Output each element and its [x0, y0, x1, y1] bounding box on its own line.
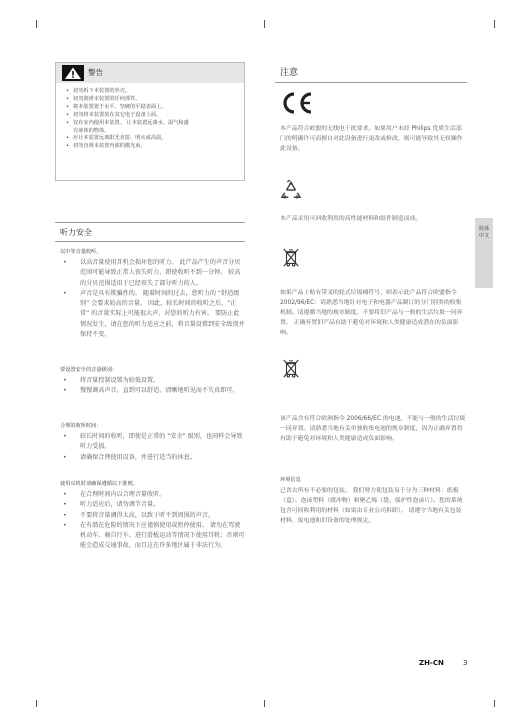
- warning-triangle-icon: [62, 65, 84, 81]
- ce-mark-icon: [279, 92, 313, 114]
- headphone-guide-list: [63, 490, 245, 552]
- list-item: • 切勿润滑本装置的任何部件。: [66, 96, 242, 104]
- list-item: • 在合理时间内以合理音量收听。: [63, 490, 245, 500]
- crossed-bin-icon: [282, 247, 300, 269]
- section-rule: [275, 82, 467, 83]
- intro-heading: 以中等音量收听。: [60, 249, 102, 255]
- footer-language-code: ZH-CN: [419, 659, 444, 667]
- hearing-title: 听力安全: [60, 228, 92, 237]
- listening-time-list: [63, 432, 245, 463]
- warning-box: [55, 62, 245, 181]
- warning-header: [56, 63, 244, 83]
- weee-paragraph: 如果产品上贴有带叉的轮式垃圾桶符号，则表示此产品符合欧盟指令 2002/96/EC：请熟悉当地针对电子和电器产品制订的分门别类的收集机制。请遵循当地的规章制度，不要将旧产品与一般的生活垃圾一同弃置。 正确弃置旧产品有助于避免对环境和人类健康造成潜在的负面影响。: [280, 290, 463, 337]
- recycle-paragraph: 本产品采用可回收利用的高性能材料和组件制造而成。: [280, 216, 422, 222]
- warning-title: 警告: [88, 68, 103, 77]
- list-item: • 切勿将本装置放在其它电子设备上面。: [66, 112, 242, 120]
- recycle-icon: [280, 180, 302, 200]
- list-item: • 应让本装置远离阳光直射、明火或高温。: [66, 135, 242, 143]
- list-item: • 将音量控制设置为较低设置。: [63, 376, 245, 386]
- warning-list: [66, 88, 242, 151]
- list-item: • 切勿直视本装置内部的激光束。: [66, 143, 242, 151]
- list-item: • 请确保合理使用设备，并进行适当的休息。: [63, 453, 245, 463]
- crop-mark: [264, 20, 265, 28]
- crop-mark: [36, 20, 37, 28]
- battery-paragraph: 该产品含有符合欧洲指令 2006/66/EC 的电池，不能与一般的生活垃圾一同弃置。请熟悉当地有关单独收集电池的规章制度，因为正确弃置将有助于避免对环境和人类健康造成负面影响。: [280, 416, 466, 443]
- crop-mark: [36, 700, 37, 707]
- safe-volume-heading: 要设置安全的音量级别：: [60, 367, 118, 373]
- environment-heading: 环境信息: [280, 477, 301, 483]
- section-rule: [55, 241, 245, 242]
- list-item: • 不要将音量调得太高，以致于听不到周围的声音。: [63, 511, 245, 521]
- headphone-guide-heading: 使用耳机时请确保遵循以下准则。: [60, 481, 138, 487]
- language-side-tab-label: 简体中文: [478, 226, 490, 239]
- list-item: • 仅在室内使用本装置。 让本装置远离水、湿气和盛: [66, 120, 242, 128]
- list-item: • 听力适应后，请勿调节音量。: [63, 500, 245, 510]
- crossed-bin-icon: [282, 358, 300, 380]
- section-rule: [55, 222, 245, 223]
- listening-time-heading: 合理的收听时间：: [60, 423, 102, 429]
- list-item: • 将本装置置于水平、坚硬的平稳表面上。: [66, 104, 242, 112]
- list-item: • 以高音量使用耳机会损坏您的听力。 此产品产生的声音分贝范围可能导致正常人丧失听力，即使收听不到一分钟。 较高的分贝范围适用于已经丧失了部分听力的人。: [63, 258, 245, 289]
- list-item: • 切勿拆下本装置的外壳。: [66, 88, 242, 96]
- list-item: • 在有潜在危险的情况下应谨慎使用或暂停使用。 请勿在驾驶机动车、骑自行车、进行滑板运动等情况下使用耳机；否则可能会造成交通事故，而且这在许多地区属于非法行为。: [63, 521, 245, 552]
- ce-paragraph: 本产品符合欧盟的无线电干扰要求。如果用户未经 Philips 优质生活部门的明确许可而擅自对此设备进行更改或修改，则可能导致其无权操作此设备。: [280, 126, 463, 153]
- notice-title: 注意: [280, 68, 299, 78]
- list-item: • 慢慢调高声音，直到可以舒适、清晰地听见而不失真即可。: [63, 386, 245, 396]
- intro-list: [63, 258, 245, 340]
- environment-paragraph: 已省去所有不必要的包装。 我们努力使包装易于分为三种材料：纸板（盒）、泡沫塑料（缓冲物）和聚乙烯（袋、保护性泡沫片）。您的系统包含可回收利用的材料（如果由专业公司拆卸）。 请遵守当地有关包装材料、废电池和旧设备的处理规定。: [280, 488, 463, 525]
- list-item: • 较长时间的收听，即使是正常的 “安全” 级别，也同样会导致听力受损。: [63, 432, 245, 453]
- page-number: 3: [463, 659, 468, 667]
- safe-volume-list: [63, 376, 245, 397]
- crop-mark: [264, 700, 265, 707]
- crop-mark: [494, 700, 495, 707]
- crop-mark: [494, 20, 495, 28]
- list-item: • 声音是具有欺骗性的。 随着时间的过去，您听力的 “舒适级别” 会要求较高的音量。 因此，较长时间的收听之后，“正常” 的音量实际上可能很大声，对您的听力有害。 要防止此情况发生，请在您的听力适应之前，将音量设置到安全级别并保持不变。: [63, 289, 245, 340]
- list-item-continuation: 有液体的物体。: [73, 127, 110, 134]
